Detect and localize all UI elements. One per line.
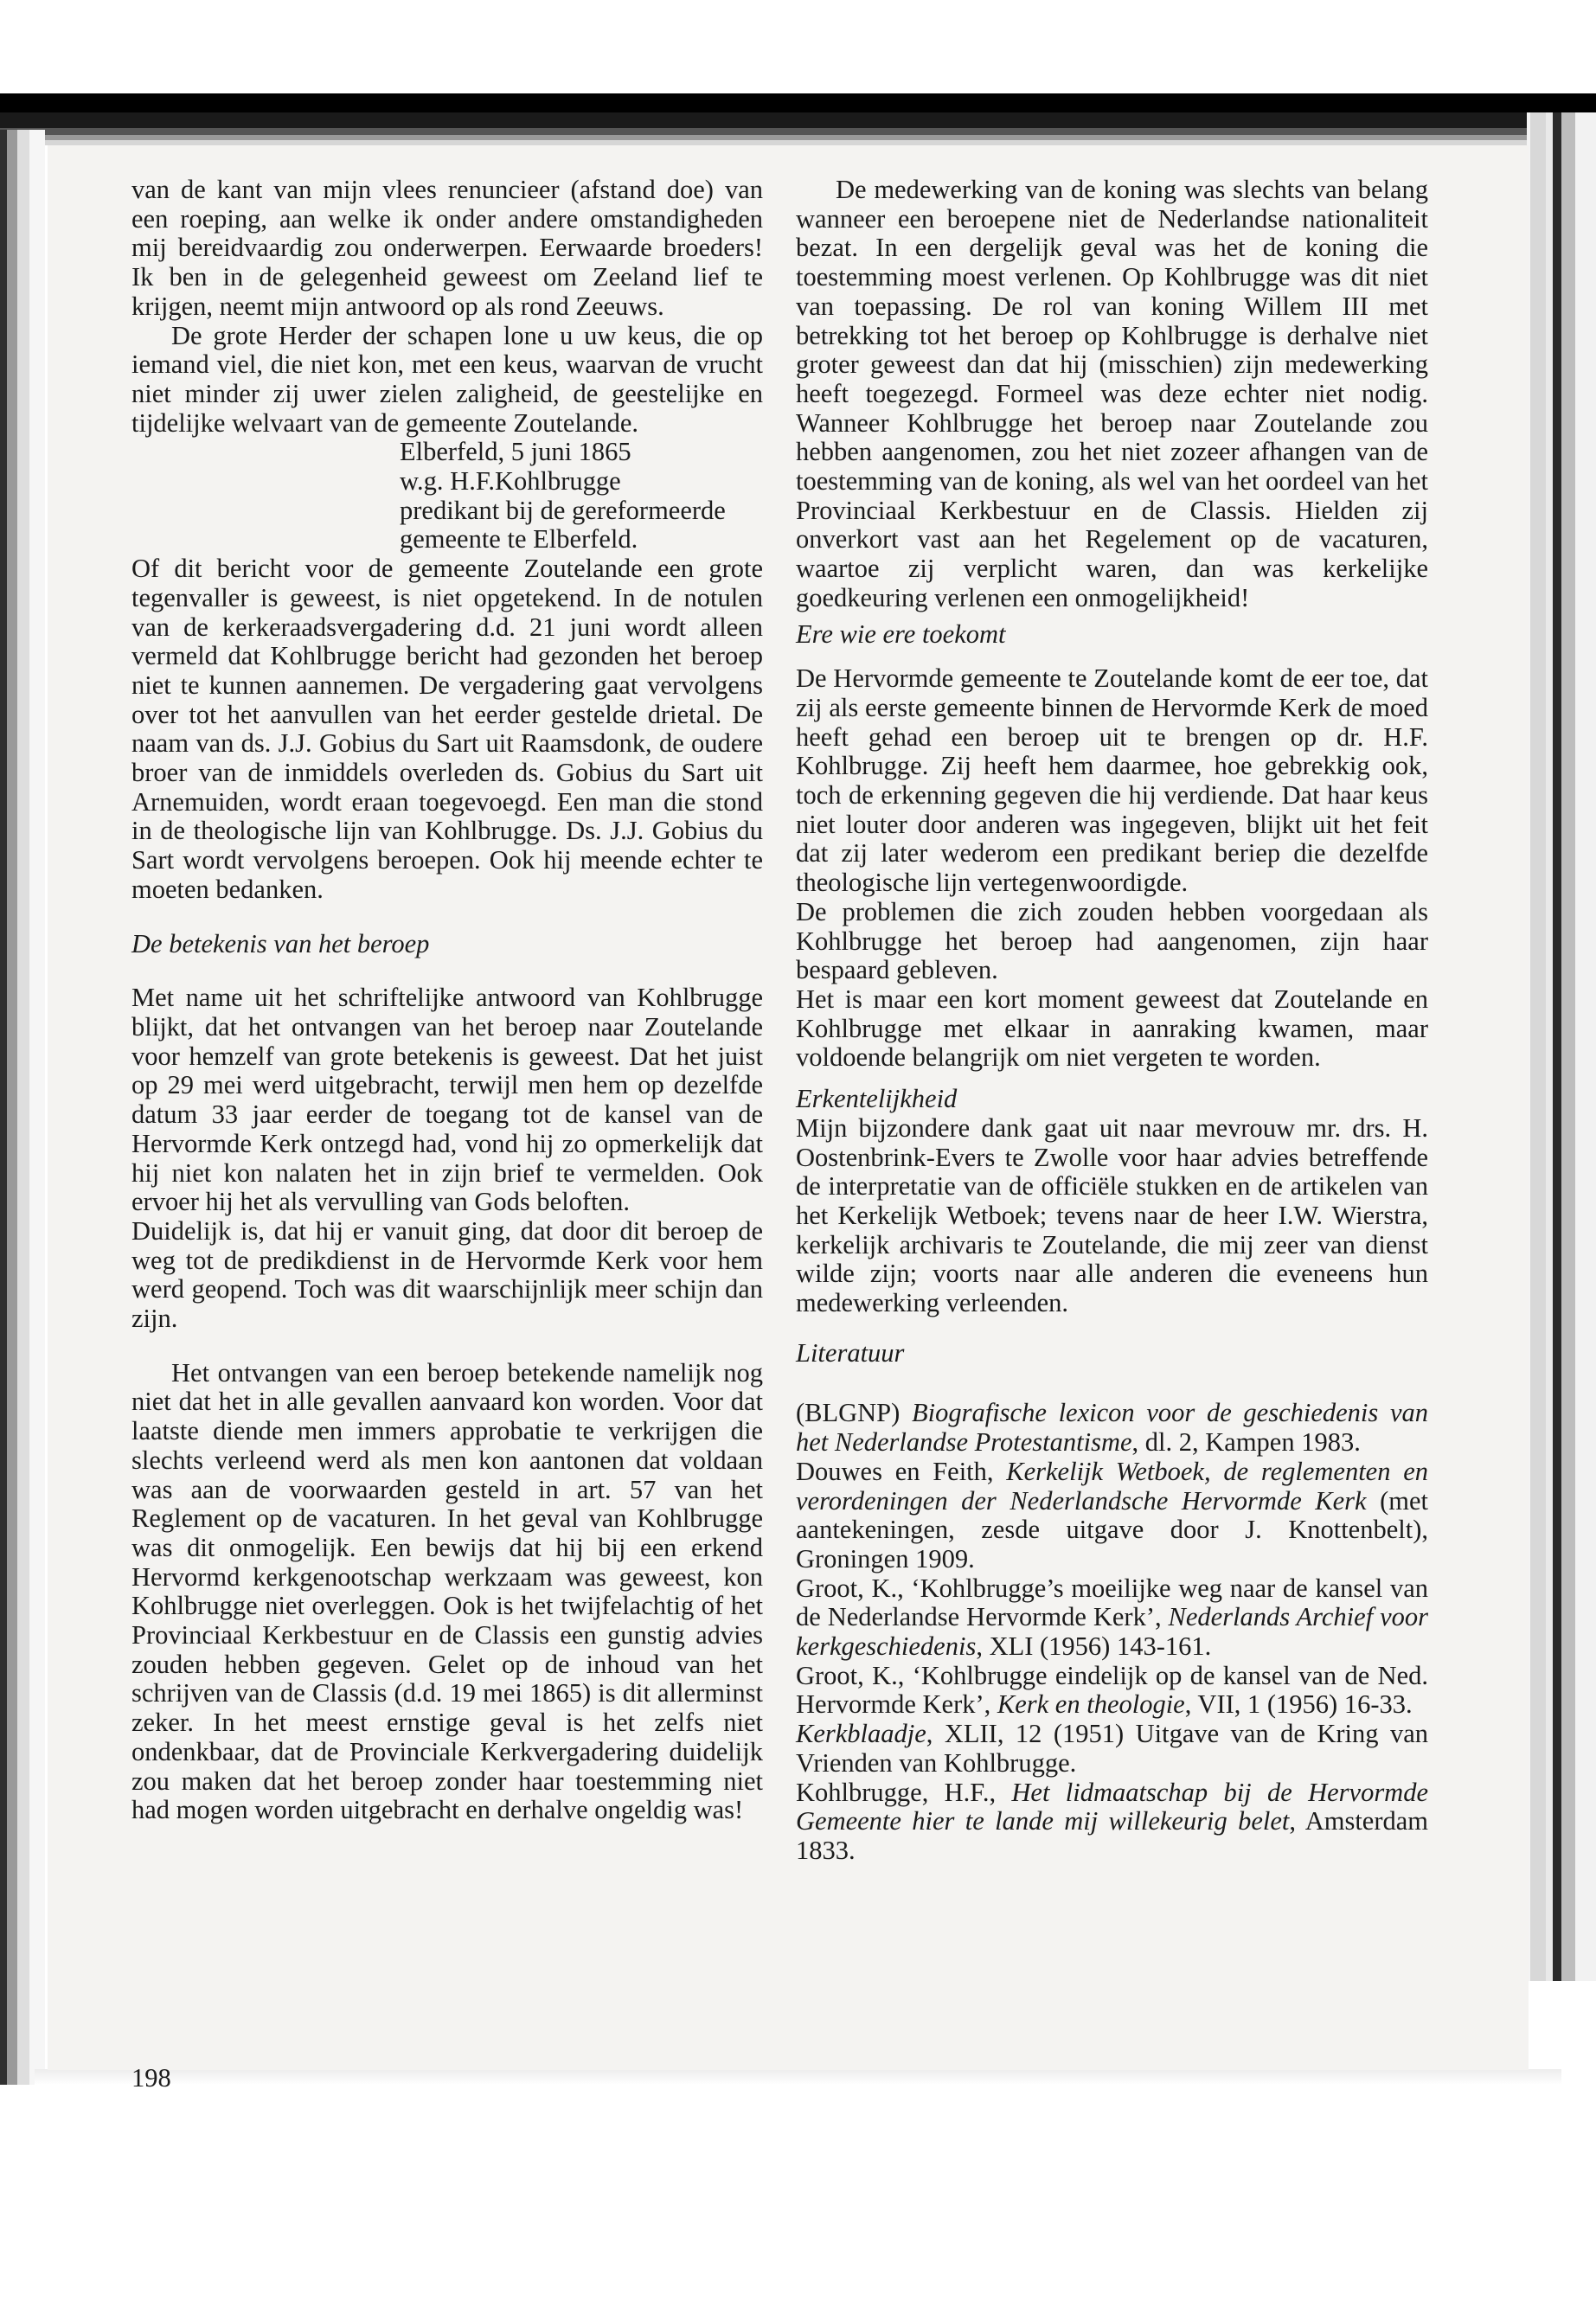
paragraph: De Hervormde gemeente te Zoutelande komt de eer toe, dat zij als eerste gemeente binnen de Hervormde Kerk de moed heeft gehad een beroep uit te brengen op dr. H.F. Kohlbrugge. Zij heeft hem daarmee, hoe gebrekkig ook, toch de erkenning gegeven die hij verdiende. Dat haar keus niet louter door anderen was ingegeven, blijkt uit het feit dat zij later wederom een predikant beriep die dezelfde theologische lijn vertegenwoordigde. (796, 663, 1428, 898)
reference-item: (BLGNP) Biografische lexicon voor de geschiedenis van het Nederlandse Protestantisme, dl. 2, Kampen 1983. (796, 1398, 1428, 1458)
paragraph: Mijn bijzondere dank gaat uit naar mevrouw mr. drs. H. Oostenbrink-Evers te Zwolle voor haar advies betreffende de interpretatie van de officiële stukken en de artikelen van het Kerkelijk Wetboek; tevens naar de heer I.W. Wierstra, kerkelijk archivaris te Zoutelande, die mij zeer van dienst wilde zijn; voorts naar alle anderen die eveneens hun medewerking verleenden. (796, 1112, 1428, 1318)
reference-item: Groot, K., ‘Kohlbrugge eindelijk op de kansel van de Ned. Hervormde Kerk’, Kerk en theologie, VII, 1 (1956) 16-33. (796, 1660, 1428, 1720)
paragraph: De medewerking van de koning was slechts van belang wanneer een beroepene niet de Nederlandse nationaliteit bezat. In een dergelijk geval was het de koning die toestemming moest verlenen. Op Kohlbrugge was dit niet van toepassing. De rol van koning Willem III met betrekking tot het beroep op Kohlbrugge is derhalve niet groter geweest dan dat hij (misschien) zijn medewerking heeft toegezegd. Formeel was deze echter niet nodig. Wanneer Kohlbrugge het beroep naar Zoutelande zou hebben aangenomen, zou het niet zozeer afhangen van de toestemming van de koning, als wel van het oordeel van het Provinciaal Kerkbestuur en de Classis. Hielden zij onverkort vast aan het Regelement op de vacaturen, waartoe zij verplicht waren, dan was kerkelijke goedkeuring verlenen een onmogelijkheid! (796, 175, 1428, 612)
paragraph: Met name uit het schriftelijke antwoord van Kohlbrugge blijkt, dat het ontvangen van het beroep naar Zoutelande voor hemzelf van grote betekenis is geweest. Dat het juist op 29 mei werd uitgebracht, terwijl men hem op dezelfde datum 33 jaar eerder de toegang tot de kansel van de Hervormde Kerk ontzegd had, vond hij zo opmerkelijk dat hij niet kon nalaten het in zijn brief te vermelden. Ook ervoer hij het als vervulling van Gods beloften. (131, 983, 763, 1217)
page-number: 198 (131, 2063, 171, 2093)
paragraph: De problemen die zich zouden hebben voorgedaan als Kohlbrugge het beroep had aangenomen, zijn haar bespaard gebleven. (796, 896, 1428, 985)
scan-right-edge (1527, 112, 1596, 1981)
reference-item: Groot, K., ‘Kohlbrugge’s moeilijke weg naar de kansel van de Nederlandse Hervormde Kerk’, Nederlands Archief voor kerkgeschiedenis, XLI (1956) 143-161. (796, 1573, 1428, 1662)
signature-place-date: Elberfeld, 5 juni 1865 (400, 437, 631, 467)
right-column (796, 176, 1428, 1866)
signature-title: predikant bij de gereformeerde (400, 495, 726, 525)
scan-left-edge (0, 130, 45, 2085)
letter-signature (131, 438, 763, 554)
signature-location: gemeente te Elberfeld. (400, 524, 638, 554)
scan-bottom-shadow (35, 2069, 1561, 2085)
reference-item: Kerkblaadje, XLII, 12 (1951) Uitgave van de Kring van Vrienden van Kohlbrugge. (796, 1719, 1428, 1778)
section-heading: Erkentelijkheid (796, 1084, 958, 1114)
section-heading: Literatuur (796, 1337, 905, 1368)
reference-item: Douwes en Feith, Kerkelijk Wetboek, de reglementen en verordeningen der Nederlandsche Hervormde Kerk (met aantekeningen, zesde uitgave door J. Knottenbelt), Groningen 1909. (796, 1456, 1428, 1574)
paragraph: Of dit bericht voor de gemeente Zoutelande een grote tegenvaller is geweest, is niet opgetekend. In de notulen van de kerkeraadsvergadering d.d. 21 juni wordt alleen vermeld dat Kohlbrugge bericht had gezonden het beroep niet te kunnen aannemen. De vergadering gaat vervolgens over tot het aanvullen van het eerder gestelde drietal. De naam van ds. J.J. Gobius du Sart uit Raamsdonk, de oudere broer van de inmiddels overleden ds. Gobius du Sart uit Arnemuiden, wordt eraan toegevoegd. Een man die stond in de theologische lijn van Kohlbrugge. Ds. J.J. Gobius du Sart wordt vervolgens beroepen. Ook hij meende echter te moeten bedanken. (131, 554, 763, 904)
paragraph: Het ontvangen van een beroep betekende namelijk nog niet dat het in alle gevallen aanvaard kon worden. Voor dat laatste diende men immers approbatie te verkrijgen die slechts verleend werd als men kon aantonen dat voldaan was aan de voorwaarden gesteld in art. 57 van het Reglement op de vacaturen. In het geval van Kohlbrugge was dit onmogelijk. Een bewijs dat hij bij een erkend Hervormd kerkgenootschap werkzaam was geweest, kon Kohlbrugge niet overleggen. Ook is het twijfelachtig of het Provinciaal Kerkbestuur en de Classis een gunstig advies zouden hebben gegeven. Gelet op de inhoud van het schrijven van de Classis (d.d. 19 mei 1865) is dit allerminst zeker. In het meest ernstige geval is het zelfs niet ondenkbaar, dat de Provinciale Kerkvergadering duidelijk zou maken dat het beroep zonder haar toestemming niet had mogen worden uitgebracht en derhalve ongeldig was! (131, 1357, 763, 1825)
section-heading: Ere wie ere toekomt (796, 619, 1006, 649)
reference-item: Kohlbrugge, H.F., Het lidmaatschap bij de Hervormde Gemeente hier te lande mij willekeurig belet, Amsterdam 1833. (796, 1777, 1428, 1865)
left-column (131, 176, 763, 1825)
paragraph: Het is maar een kort moment geweest dat Zoutelande en Kohlbrugge met elkaar in aanraking kwamen, maar voldoende belangrijk om niet vergeten te worden. (796, 984, 1428, 1073)
reference-list (796, 1399, 1428, 1865)
scan-top-edge (0, 93, 1596, 145)
section-heading: De betekenis van het beroep (131, 928, 430, 958)
paragraph: Duidelijk is, dat hij er vanuit ging, dat door dit beroep de weg tot de predikdienst in de Hervormde Kerk voor hem werd geopend. Toch was dit waarschijnlijk meer schijn dan zijn. (131, 1215, 763, 1334)
signature-name: w.g. H.F.Kohlbrugge (400, 466, 621, 497)
paragraph: De grote Herder der schapen lone u uw keus, die op iemand viel, die niet kon, met een keus, waarvan de vrucht niet minder zij uwer zielen zaligheid, de geestelijke en tijdelijke welvaart van de gemeente Zoutelande. (131, 320, 763, 438)
paragraph: van de kant van mijn vlees renuncieer (afstand doe) van een roeping, aan welke ik onder andere omstandigheden mij bereidvaardig zou onderwerpen. Eerwaarde broeders! Ik ben in de gelegenheid geweest om Zeeland lief te krijgen, neemt mijn antwoord op als rond Zeeuws. (131, 175, 763, 321)
